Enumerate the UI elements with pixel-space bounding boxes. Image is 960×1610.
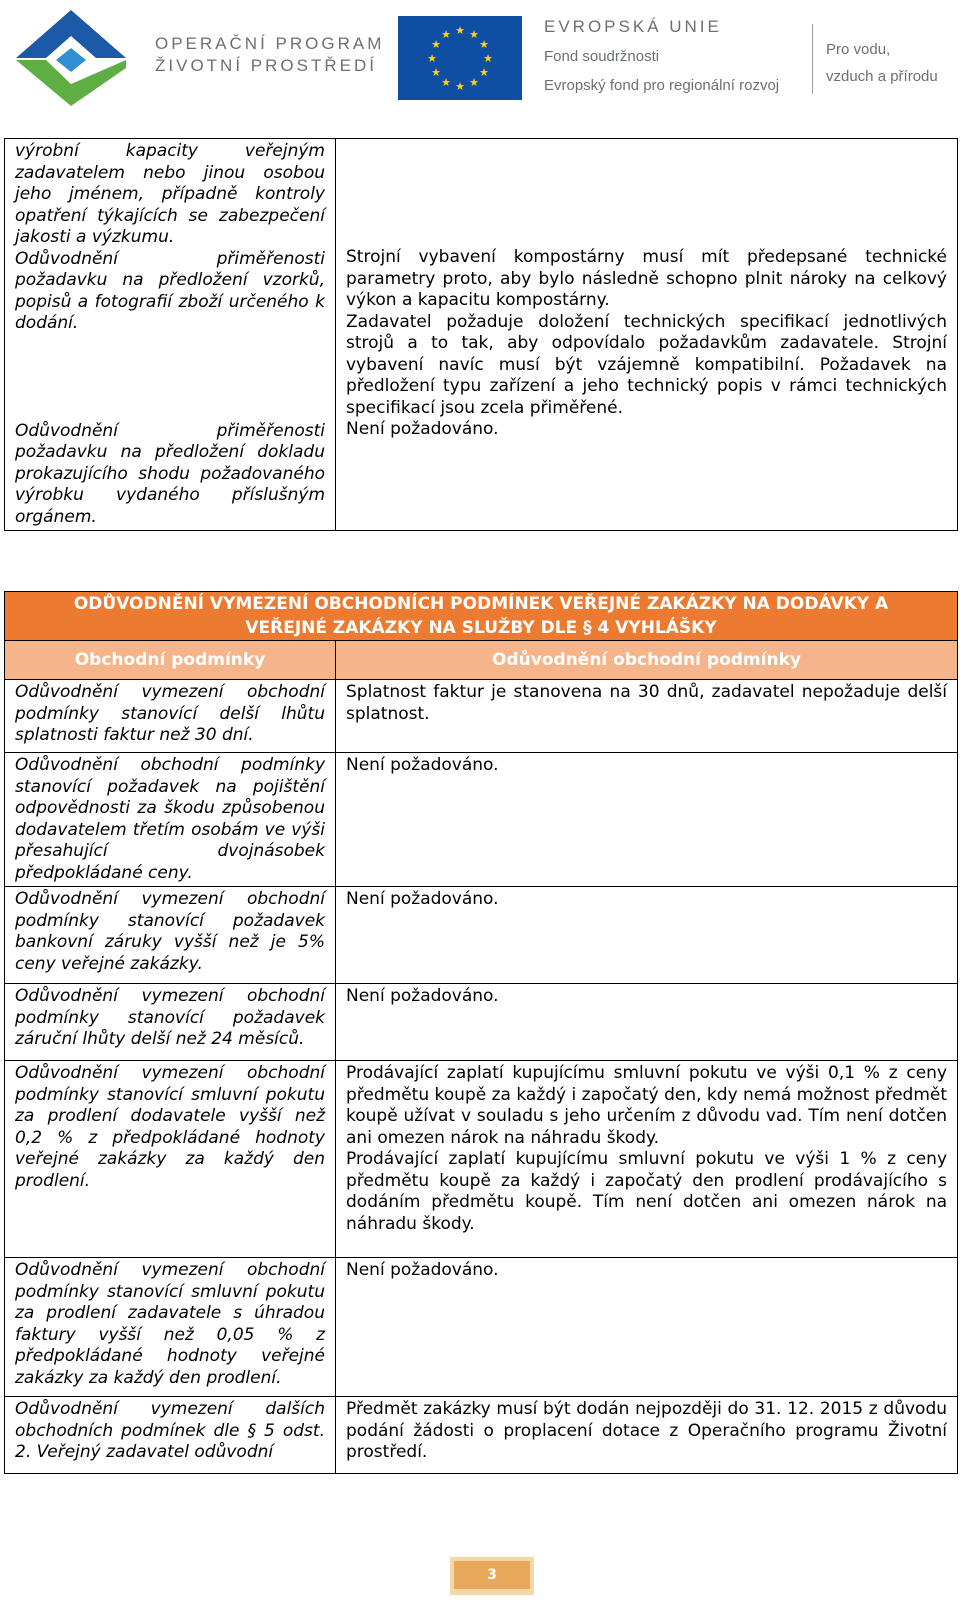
justification-text: Není požadováno.	[346, 1260, 499, 1280]
condition-text: Odůvodnění vymezení obchodní podmínky stanovící smluvní pokutu za prodlení zadavatele s úhradou faktury vyšší než 0,05 % z předpokládané hodnoty veřejné zakázky za každý den prodlení.	[15, 1260, 325, 1388]
svg-text:★: ★	[427, 52, 437, 65]
justification-text: Není požadováno.	[346, 986, 499, 1006]
header-divider	[812, 24, 813, 94]
condition-text: Odůvodnění vymezení obchodní podmínky stanovící požadavek záruční lhůty delší než 24 měsíců.	[15, 986, 325, 1049]
condition-text: Odůvodnění vymezení obchodní podmínky stanovící smluvní pokutu za prodlení dodavatele vyšší než 0,2 % z předpokládané hodnoty veřejné zakázky za každý den prodlení.	[15, 1063, 325, 1191]
condition-text: Odůvodnění obchodní podmínky stanovící požadavek na pojištění odpovědnosti za škodu způsobenou dodavatelem třetím osobám ve výši přesahující dvojnásobek předpokládané ceny.	[15, 755, 325, 883]
justification-text: Není požadováno.	[346, 889, 499, 909]
column-header-row	[5, 641, 958, 680]
motto-line-2: vzduch a přírodu	[826, 68, 938, 85]
table-title-line-1: ODŮVODNĚNÍ VYMEZENÍ OBCHODNÍCH PODMÍNEK VEŘEJNÉ ZAKÁZKY NA DODÁVKY A	[73, 594, 889, 614]
technical-requirements-table	[4, 138, 958, 531]
table-title-line-2: VEŘEJNÉ ZAKÁZKY NA SLUŽBY DLE § 4 VYHLÁŠKY	[245, 618, 717, 638]
table-row	[5, 1258, 958, 1397]
table-row	[5, 887, 958, 984]
op-line-1: OPERAČNÍ PROGRAM	[155, 34, 385, 53]
condition-text: Odůvodnění vymezení obchodní podmínky stanovící požadavek bankovní záruky vyšší než je 5% ceny veřejné zakázky.	[15, 889, 325, 974]
eu-regional-fund: Evropský fond pro regionální rozvoj	[544, 77, 780, 94]
list-item: Odůvodnění přiměřenosti požadavku na předložení vzorků, popisů a fotografií zboží určeného k dodání.	[15, 248, 325, 333]
condition-text: Odůvodnění vymezení dalších obchodních podmínek dle § 5 odst. 2. Veřejný zadavatel odůvodní	[15, 1399, 325, 1462]
page-header	[0, 0, 960, 115]
svg-text:★: ★	[483, 52, 493, 65]
svg-text:★: ★	[455, 80, 465, 93]
svg-text:★: ★	[441, 28, 451, 41]
page-number-badge	[450, 1557, 534, 1595]
page-number: 3	[454, 1561, 530, 1589]
list-item: Strojní vybavení kompostárny musí mít předepsané technické parametry proto, aby bylo následně schopno plnit nároky na celkový výkon a kapacitu kompostárny.	[346, 247, 947, 310]
eu-cohesion-fund: Fond soudržnosti	[544, 48, 660, 65]
column-header-left: Obchodní podmínky	[5, 641, 336, 680]
svg-text:★: ★	[469, 76, 479, 89]
list-item: Odůvodnění přiměřenosti požadavku na předložení dokladu prokazujícího shodu požadovaného výrobku vydaného příslušným orgánem.	[15, 420, 325, 527]
svg-text:★: ★	[469, 28, 479, 41]
svg-text:★: ★	[431, 66, 441, 79]
svg-text:★: ★	[479, 66, 489, 79]
table-row	[5, 1397, 958, 1474]
op-line-2: ŽIVOTNÍ PROSTŘEDÍ	[155, 56, 377, 75]
table-title-row	[5, 592, 958, 641]
svg-text:★: ★	[441, 76, 451, 89]
justification-text: Předmět zakázky musí být dodán nejpozději do 31. 12. 2015 z důvodu podání žádosti o proplacení dotace z Operačního programu Životní prostředí.	[346, 1399, 948, 1462]
list-item: Není požadováno.	[346, 419, 499, 439]
svg-text:★: ★	[479, 38, 489, 51]
op-zp-logo-icon	[8, 8, 134, 108]
justification-text: Prodávající zaplatí kupujícímu smluvní pokutu ve výši 0,1 % z ceny předmětu koupě za každý i započatý den, kdy nemá možnost předmět koupě užívat v souladu s jeho určením z důvodu vad. Tím není dotčen ani omezen nárok na náhradu škody.	[346, 1063, 948, 1148]
header-motto	[826, 36, 938, 90]
table-cell-right	[336, 139, 958, 531]
svg-text:★: ★	[455, 24, 465, 37]
justification-text: Prodávající zaplatí kupujícímu smluvní pokutu ve výši 1 % z ceny předmětu koupě za každý i započatý den prodlení prodávajícího s dodáním předmětu koupě. Tím není dotčen ani omezen nárok na náhradu škody.	[346, 1149, 948, 1234]
list-item: výrobní kapacity veřejným zadavatelem nebo jinou osobou jeho jménem, případně kontroly opatření týkajících se zabezpečení jakosti a výzkumu.	[15, 141, 325, 247]
op-program-name	[155, 33, 384, 77]
column-header-right: Odůvodnění obchodní podmínky	[336, 641, 958, 680]
table-title	[5, 592, 958, 641]
table-row	[5, 984, 958, 1061]
justification-text: Splatnost faktur je stanovena na 30 dnů, zadavatel nepožaduje delší splatnost.	[346, 682, 948, 724]
table-row	[5, 753, 958, 887]
list-item: Zadavatel požaduje doložení technických specifikací jednotlivých strojů a to tak, aby odpovídalo požadavkům zadavatele. Strojní vybavení navíc musí být vzájemně kompatibilní. Požadavek na předložení typu zařízení a jeho technický popis v rámci technických specifikací jsou zcela přiměřené.	[346, 311, 947, 418]
motto-line-1: Pro vodu,	[826, 41, 891, 58]
justification-text: Není požadováno.	[346, 755, 499, 775]
table-row	[5, 680, 958, 753]
table-row	[5, 139, 958, 531]
table-cell-left	[5, 139, 336, 531]
svg-text:★: ★	[431, 38, 441, 51]
condition-text: Odůvodnění vymezení obchodní podmínky stanovící delší lhůtu splatnosti faktur než 30 dní.	[15, 682, 325, 745]
table-row	[5, 1061, 958, 1258]
commercial-terms-table	[4, 591, 958, 1474]
eu-title: EVROPSKÁ UNIE	[544, 17, 722, 36]
eu-flag-icon	[398, 16, 522, 100]
